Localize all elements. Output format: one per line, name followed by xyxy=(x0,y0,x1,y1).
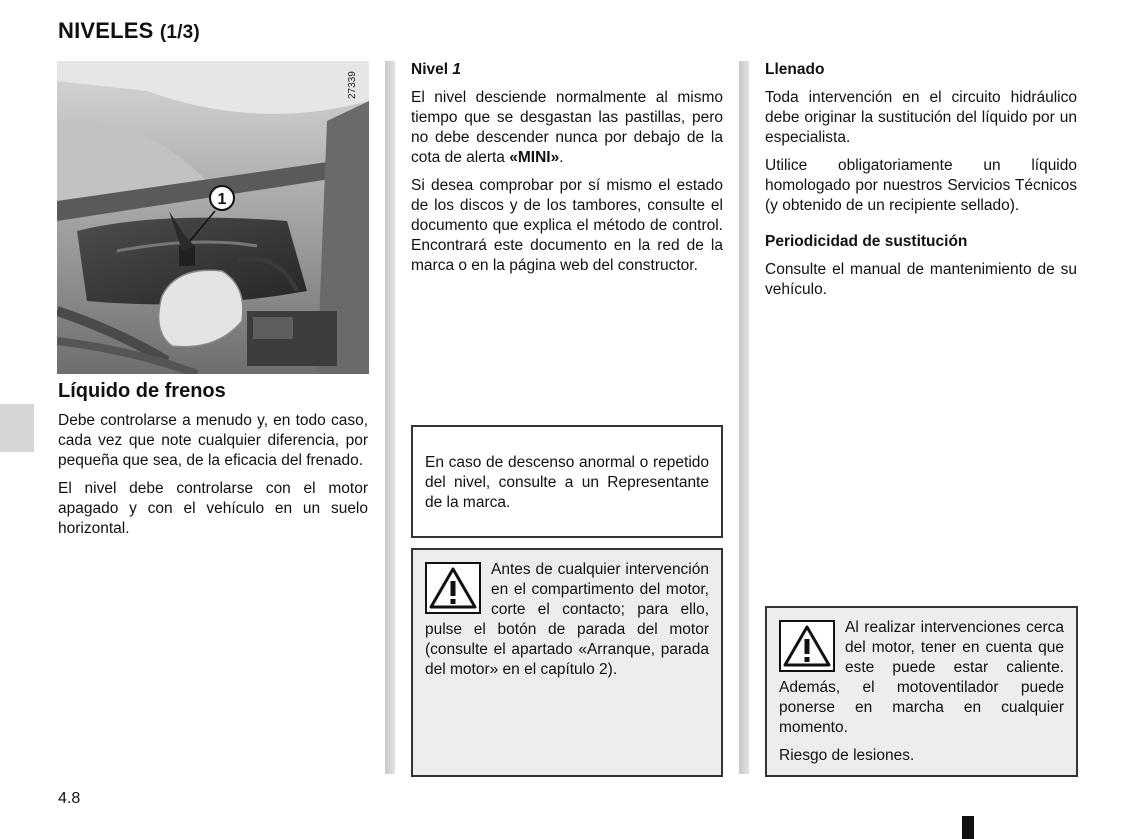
warning-box-engine-stop xyxy=(411,548,723,777)
brake-fluid-body xyxy=(58,411,368,547)
filling-paragraph-2: Utilice obligatoriamente un líquido homologado por nuestros Servicios Técnicos (y obtenido de un recipiente sellado). xyxy=(765,157,1077,214)
level-p1-end: . xyxy=(559,149,564,166)
column-divider-1 xyxy=(385,61,395,774)
warning-2-text: Al realizar intervenciones cerca del motor, tener en cuenta que este puede estar caliente. Además, el motoventilador puede ponerse en marcha en cualquier momento. xyxy=(779,619,1064,736)
page-title-part: (1/3) xyxy=(159,22,200,43)
column-divider-2 xyxy=(739,61,749,774)
level-paragraph-2: Si desea comprobar por sí mismo el estado de los discos y de los tambores, consulte el documento que explica el método de control. Encontrará este documento en la red de la marca o en la página web del constructor. xyxy=(411,177,723,274)
replacement-heading: Periodicidad de sustitución xyxy=(765,233,968,250)
brake-fluid-title: Líquido de frenos xyxy=(58,380,226,402)
warning-2-risk: Riesgo de lesiones. xyxy=(779,747,915,764)
page-edge-mark xyxy=(962,816,974,839)
callout-number: 1 xyxy=(217,191,227,208)
page-title-text: NIVELES xyxy=(58,18,154,43)
engine-photo xyxy=(57,61,369,374)
filling-paragraph-1: Toda intervención en el circuito hidráulico debe originar la sustitución del líquido por un especialista. xyxy=(765,89,1077,146)
level-p1-bold: «MINI» xyxy=(509,149,560,166)
warning-1-text: Antes de cualquier intervención en el compartimento del motor, corte el contacto; para ello, pulse el botón de parada del motor (consulte el apartado «Arranque, parada del motor» en el capítulo 2). xyxy=(425,561,709,678)
image-code: 27339 xyxy=(347,71,358,99)
filling-section xyxy=(765,60,1077,308)
replacement-paragraph: Consulte el manual de mantenimiento de su vehículo. xyxy=(765,261,1077,298)
engine-photo-illustration xyxy=(57,61,369,374)
warning-triangle-icon xyxy=(779,620,835,672)
filling-heading: Llenado xyxy=(765,61,825,78)
level-heading xyxy=(411,60,723,80)
brake-fluid-paragraph-2: El nivel debe controlarse con el motor apagado y con el vehículo en un suelo horizontal. xyxy=(58,480,368,537)
note-box xyxy=(411,425,723,538)
chapter-tab xyxy=(0,404,34,452)
warning-triangle-icon xyxy=(425,562,481,614)
brake-fluid-paragraph-1: Debe controlarse a menudo y, en todo caso, cada vez que note cualquier diferencia, por pequeña que sea, de la eficacia del frenado. xyxy=(58,412,368,469)
page-title xyxy=(58,18,200,44)
warning-box-hot-engine xyxy=(765,606,1078,777)
level-paragraph-1 xyxy=(411,88,723,168)
level-section xyxy=(411,60,723,284)
level-heading-number: 1 xyxy=(452,61,461,78)
page-number: 4.8 xyxy=(58,790,81,807)
note-box-text: En caso de descenso anormal o repetido del nivel, consulte a un Representante de la marca. xyxy=(425,454,709,511)
level-heading-prefix: Nivel xyxy=(411,61,453,78)
level-p1-text: El nivel desciende normalmente al mismo tiempo que se desgastan las pastillas, pero no debe descender nunca por debajo de la cota de alerta xyxy=(411,89,723,166)
